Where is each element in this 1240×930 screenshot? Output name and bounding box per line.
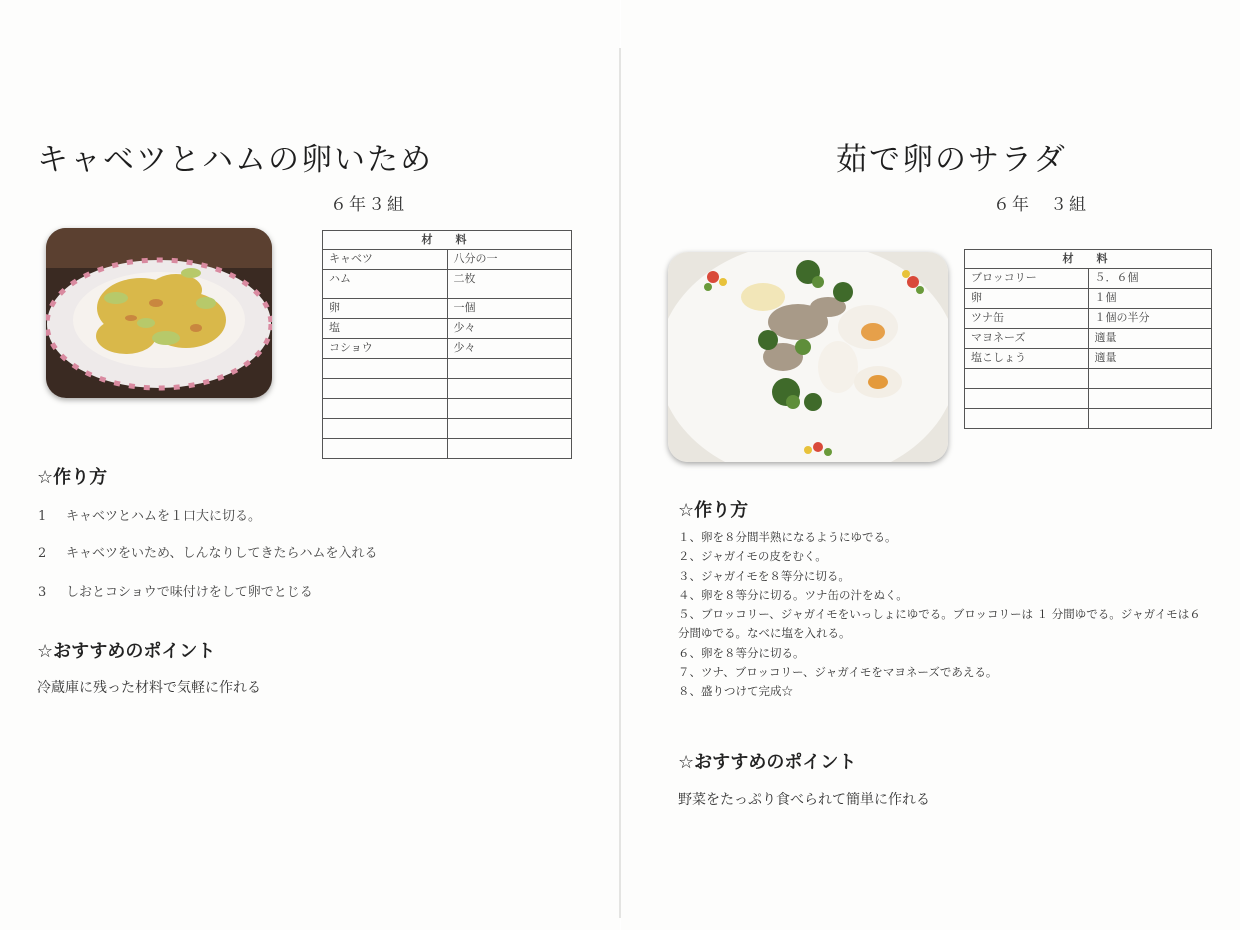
method-step: ３、ジャガイモを８等分に切る。 <box>678 568 850 583</box>
right-method-steps <box>678 528 1208 702</box>
left-recipe-title: キャベツとハムの卵いため <box>37 142 433 178</box>
egg-salad-photo <box>668 252 948 462</box>
ingredient-amount: １個の半分 <box>1088 309 1212 329</box>
step-number: 1 <box>38 509 47 524</box>
ingredient-row <box>965 349 1212 369</box>
step-text: しおとコショウで味付けをして卵でとじる <box>66 585 313 600</box>
ingredient-row <box>965 289 1212 309</box>
step-text: キャベツをいため、しんなりしてきたらハムを入れる <box>66 546 378 561</box>
right-class-label: ６年 ３組 <box>993 195 1088 215</box>
method-step: ８、盛りつけて完成☆ <box>678 684 793 699</box>
ingredient-name: マヨネーズ <box>965 329 1089 349</box>
right-recipe-title: 茹で卵のサラダ <box>836 142 1067 178</box>
ingredient-name: 卵 <box>323 299 448 319</box>
ingredient-amount: 少々 <box>447 339 572 359</box>
ingredient-name: キャベツ <box>323 250 448 270</box>
method-step: １、卵を８分間半熟になるようにゆでる。 <box>678 530 897 544</box>
ingredient-row <box>323 250 572 270</box>
ingredient-row <box>965 329 1212 349</box>
empty-row <box>965 369 1212 389</box>
ingredient-row <box>323 299 572 319</box>
step-number: 3 <box>38 585 47 600</box>
empty-row <box>323 359 572 379</box>
cabbage-ham-egg-photo <box>46 228 272 398</box>
ingredient-row <box>965 269 1212 289</box>
method-step <box>38 581 313 600</box>
ingredient-amount: 八分の一 <box>447 250 572 270</box>
ingredient-name: 塩こしょう <box>965 349 1089 369</box>
ingredient-amount: ５．６個 <box>1088 269 1212 289</box>
left-ingredients-table <box>322 230 572 459</box>
right-point-heading: ☆おすすめのポイント <box>678 752 857 773</box>
left-point-text: 冷蔵庫に残った材料で気軽に作れる <box>37 680 261 696</box>
ingredient-name: コショウ <box>323 339 448 359</box>
ingredient-amount: 少々 <box>447 319 572 339</box>
left-point-heading: ☆おすすめのポイント <box>37 641 216 662</box>
ingredient-name: ブロッコリー <box>965 269 1089 289</box>
ingredient-name: ハム <box>323 270 448 299</box>
page-divider <box>619 48 621 918</box>
ingredient-amount: 適量 <box>1088 349 1212 369</box>
left-method-heading: ☆作り方 <box>37 467 108 488</box>
ingredient-row <box>323 339 572 359</box>
ingredient-name: 卵 <box>965 289 1089 309</box>
ingredient-row <box>323 270 572 299</box>
step-number: 2 <box>38 546 47 561</box>
ingredients-header: 材 料 <box>323 231 572 250</box>
empty-row <box>323 379 572 399</box>
method-step: ２、ジャガイモの皮をむく。 <box>678 549 827 564</box>
left-class-label: ６年３組 <box>330 195 406 215</box>
method-step <box>38 505 261 524</box>
ingredient-amount: １個 <box>1088 289 1212 309</box>
method-step: ４、卵を８等分に切る。ツナ缶の汁をぬく。 <box>678 587 908 602</box>
right-point-text: 野菜をたっぷり食べられて簡単に作れる <box>678 792 930 808</box>
empty-row <box>323 419 572 439</box>
step-text: キャベツとハムを１口大に切る。 <box>66 509 262 524</box>
empty-row <box>323 439 572 459</box>
method-step: ５、ブロッコリー、ジャガイモをいっしょにゆでる。ブロッコリーは １ 分間ゆでる。ジャガイモは６分間ゆでる。なべに塩を入れる。 <box>678 607 1201 641</box>
ingredient-row <box>965 309 1212 329</box>
right-ingredients-table <box>964 249 1212 429</box>
empty-row <box>323 399 572 419</box>
method-step: ７、ツナ、ブロッコリー、ジャガイモをマヨネーズであえる。 <box>678 665 998 680</box>
ingredient-row <box>323 319 572 339</box>
ingredient-amount: 二枚 <box>447 270 572 299</box>
ingredients-header: 材 料 <box>965 250 1212 269</box>
empty-row <box>965 409 1212 429</box>
ingredient-amount: 適量 <box>1088 329 1212 349</box>
ingredient-name: ツナ缶 <box>965 309 1089 329</box>
ingredient-name: 塩 <box>323 319 448 339</box>
method-step: ６、卵を８等分に切る。 <box>678 645 805 660</box>
method-step <box>38 542 377 561</box>
ingredient-amount: 一個 <box>447 299 572 319</box>
empty-row <box>965 389 1212 409</box>
right-method-heading: ☆作り方 <box>678 500 749 521</box>
